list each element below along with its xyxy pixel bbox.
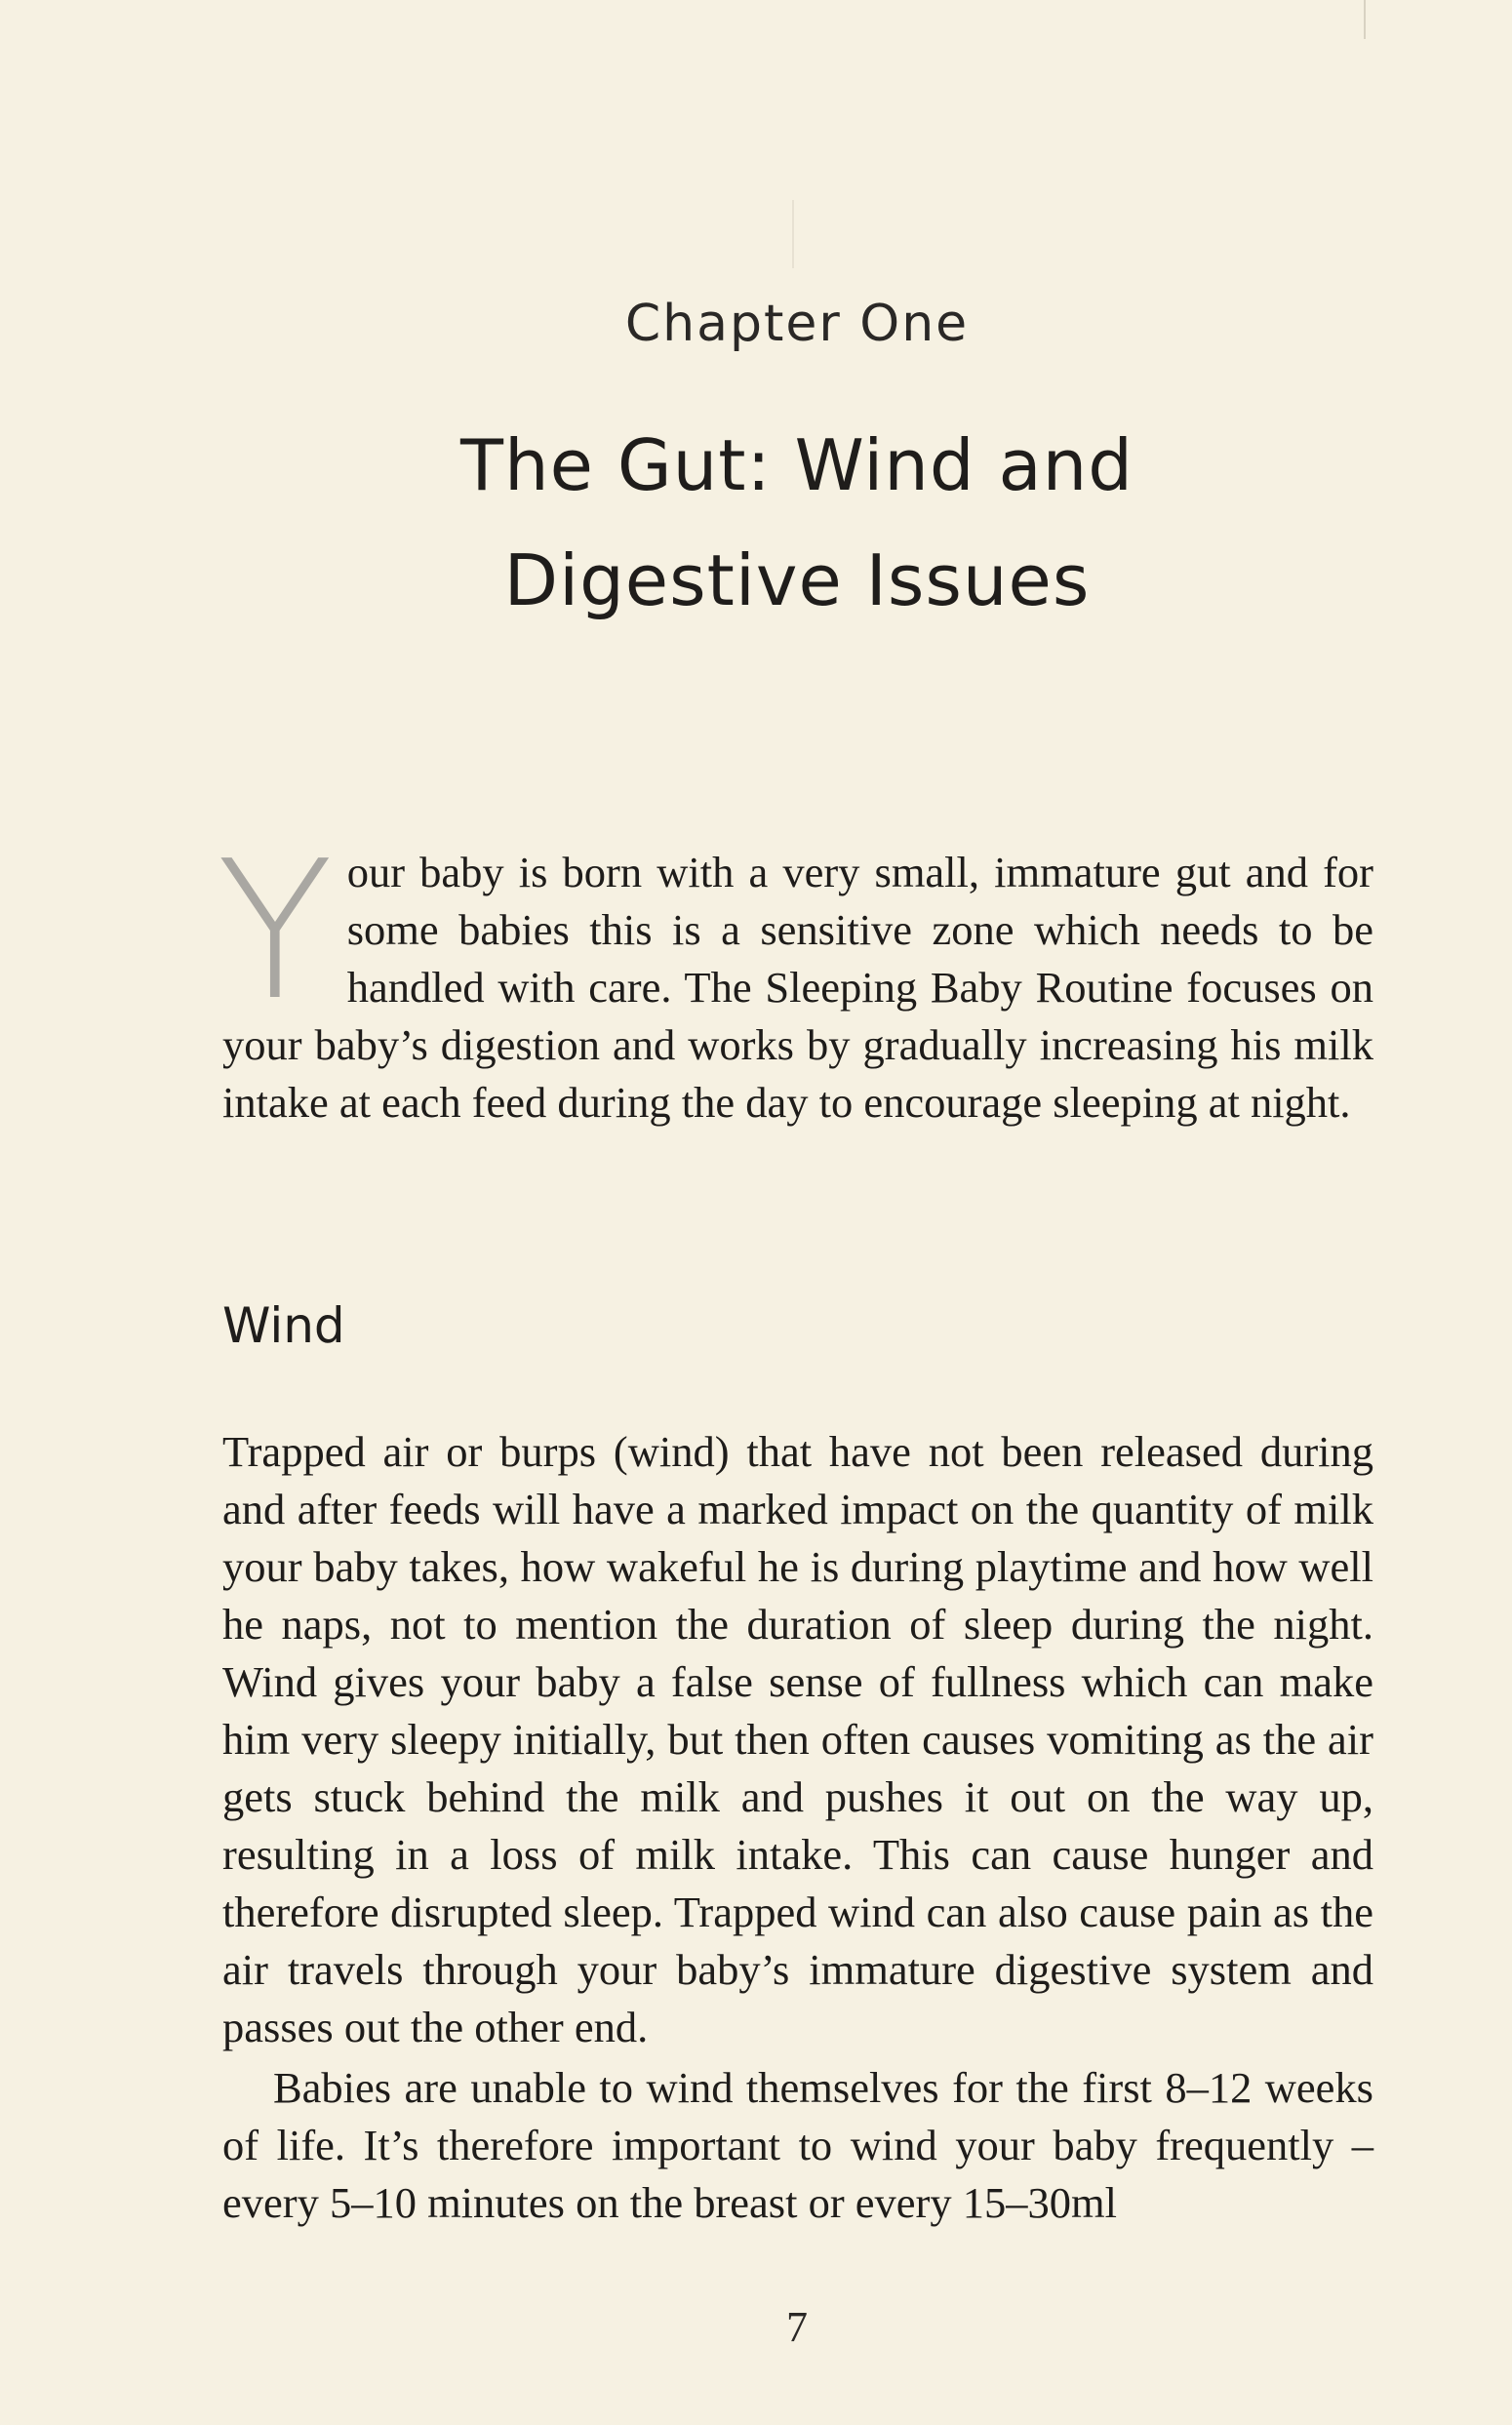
scan-artifact xyxy=(1364,0,1366,39)
body-paragraph-2: Babies are unable to wind themselves for the first 8–12 weeks of life. It’s therefore important to wind your baby frequently – every 5–10 minutes on the breast or every 15–30ml xyxy=(222,2063,1373,2227)
chapter-title-line-1: The Gut: Wind and xyxy=(460,424,1134,506)
body-paragraph-1: Trapped air or burps (wind) that have not been released during and after feeds will have a marked impact on the quantity of milk your baby takes, how wakeful he is during playtime and how well he naps, not to mention the duration of sleep during the night. Wind gives your baby a false sense of fullness which can make him very sleepy initially, but then often causes vomiting as the air gets stuck behind the milk and pushes it out on the way up, resulting in a loss of milk intake. This can cause hunger and therefore disrupted sleep. Trapped wind can also cause pain as the air travels through your baby’s immature digestive system and passes out the other end. xyxy=(222,1427,1373,2051)
scan-artifact xyxy=(792,200,794,268)
drop-cap: Y xyxy=(217,820,334,1043)
page-number: 7 xyxy=(786,2303,808,2351)
chapter-label: Chapter One xyxy=(624,295,970,353)
intro-paragraph xyxy=(217,820,1373,1132)
chapter-title-line-2: Digestive Issues xyxy=(503,539,1091,621)
intro-text: our baby is born with a very small, immature gut and for some babies this is a sensitive zone which needs to be handled with care. The Sleeping Baby Routine focuses on your baby’s digestion and works by gradually increasing his milk intake at each feed during the day to encourage sleeping at night. xyxy=(222,848,1373,1127)
chapter-title xyxy=(0,408,1512,638)
section-heading: Wind xyxy=(222,1297,345,1354)
